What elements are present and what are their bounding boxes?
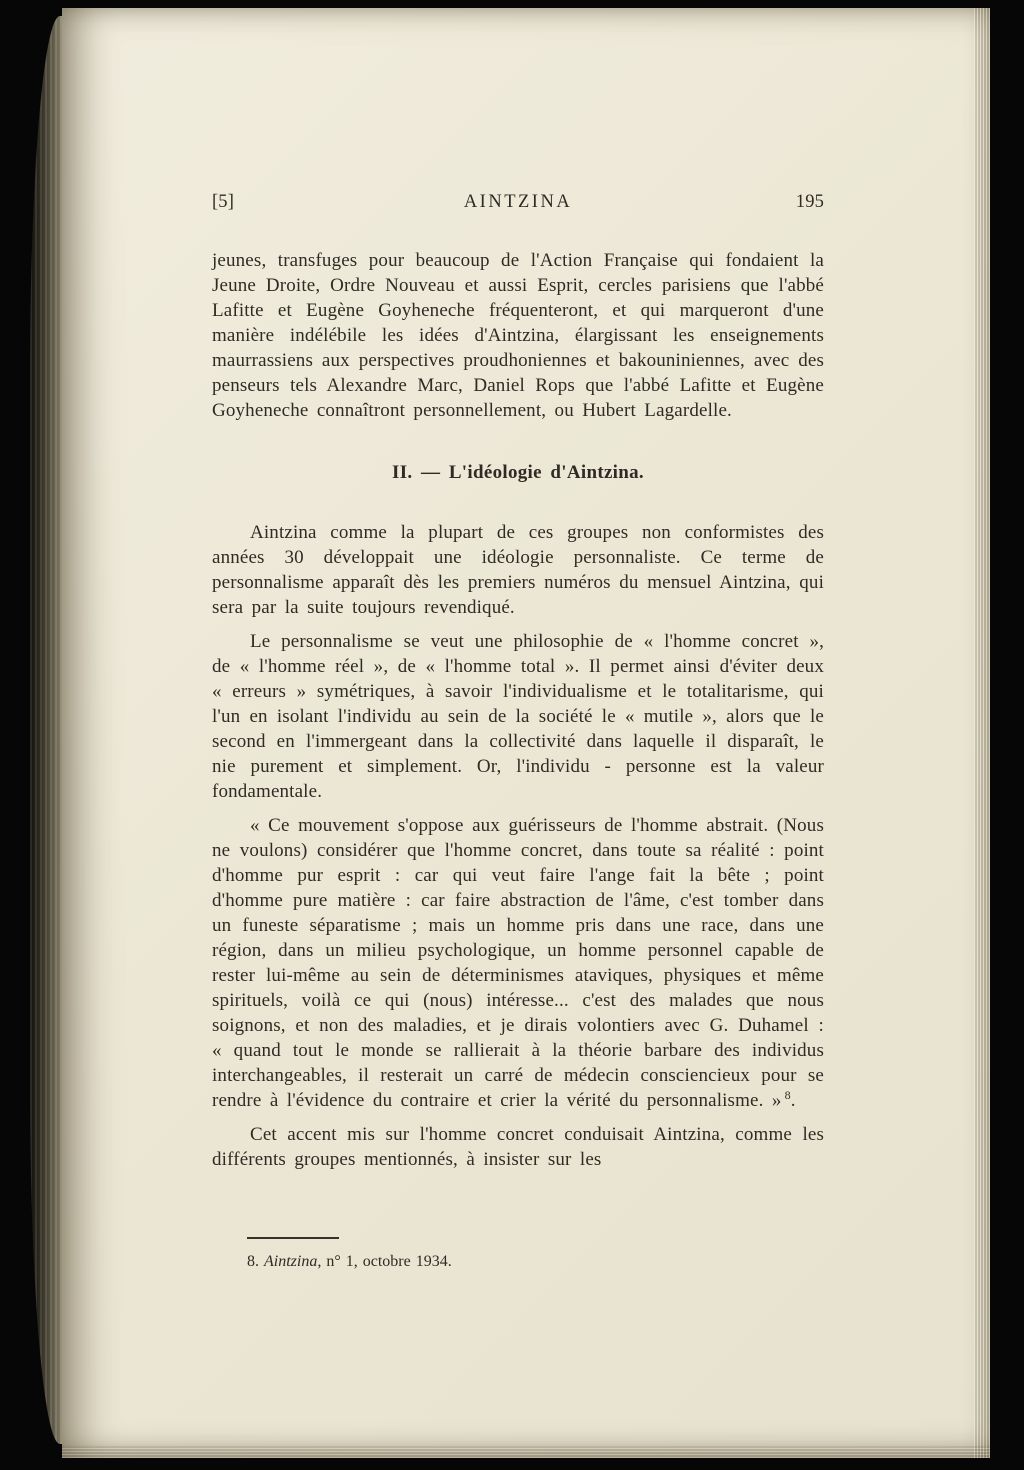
book-page [62,8,990,1458]
footnote-number: 8. [247,1253,259,1270]
running-title: AINTZINA [463,192,573,212]
footnote-reference: 8 [784,1087,791,1102]
footnote [247,1252,807,1272]
paragraph: Cet accent mis sur l'homme concret conduisait Aintzina, comme les différents groupes mentionnés, à insister sur les [212,1124,824,1170]
footnote-work-title: Aintzina, [264,1253,322,1270]
citation-number: [5] [212,192,235,212]
page-number: 195 [795,192,824,212]
quote-tail: . [790,1090,796,1111]
paragraph-continuation: jeunes, transfuges pour beaucoup de l'Action Française qui fondaient la Jeune Droite, Ordre Nouveau et aussi Esprit, cercles parisiens que l'abbé Lafitte et Eugène Goyheneche fréquenteront, et qui marqueront d'une manière indélébile les idées d'Aintzina, élargissant les enseignements maurrassiens aux perspectives proudhoniennes et bakouniniennes, avec des penseurs tels Alexandre Marc, Daniel Rops que l'abbé Lafitte et Eugène Goyheneche connaîtront personnellement, ou Hubert Lagardelle. [212,250,824,421]
footnote-details: n° 1, octobre 1934. [326,1253,452,1270]
bottom-page-edges [62,1446,990,1458]
page-header [212,190,824,215]
page-content [212,8,824,1181]
right-page-edges [974,8,990,1458]
footnote-block [247,1237,807,1272]
section-heading: II. — L'idéologie d'Aintzina. [392,462,644,483]
quote-paragraph [212,813,824,1113]
paragraph: Le personnalisme se veut une philosophie de « l'homme concret », de « l'homme réel », de « l'homme total ». Il permet ainsi d'éviter deux « erreurs » symétriques, à savoir l'individualisme et le totalitarisme, qui l'un en isolant l'individu au sein de la société le « mutile », alors que le second en l'immergeant dans la collectivité dans laquelle il disparaît, le nie purement et simplement. Or, l'individu - personne est la valeur fondamentale. [212,631,824,802]
quote-text: « Ce mouvement s'oppose aux guérisseurs de l'homme abstrait. (Nous ne voulons) considérer que l'homme concret, dans toute sa réalité : point d'homme pur esprit : car qui veut faire l'ange fait la bête ; point d'homme pure matière : car faire abstraction de l'âme, c'est tomber dans un funeste séparatisme ; mais un homme pris dans une race, dans une région, dans un milieu psychologique, un homme personnel capable de rester lui-même au sein de déterminismes ataviques, physiques et même spirituels, voilà ce qui (nous) intéresse... c'est des malades que nous soignons, et non des maladies, et je dirais volontiers avec G. Duhamel : « quand tout le monde se rallierait à la théorie barbare des individus interchangeables, il resterait un carré de médecin consciencieux pour se rendre à l'évidence du contraire et crier la vérité du personnalisme. » [212,815,824,1111]
paragraph: Aintzina comme la plupart de ces groupes non conformistes des années 30 développait une idéologie personnaliste. Ce terme de personnalisme apparaît dès les premiers numéros du mensuel Aintzina, qui sera par la suite toujours revendiqué. [212,522,824,618]
footnote-rule [247,1237,339,1239]
